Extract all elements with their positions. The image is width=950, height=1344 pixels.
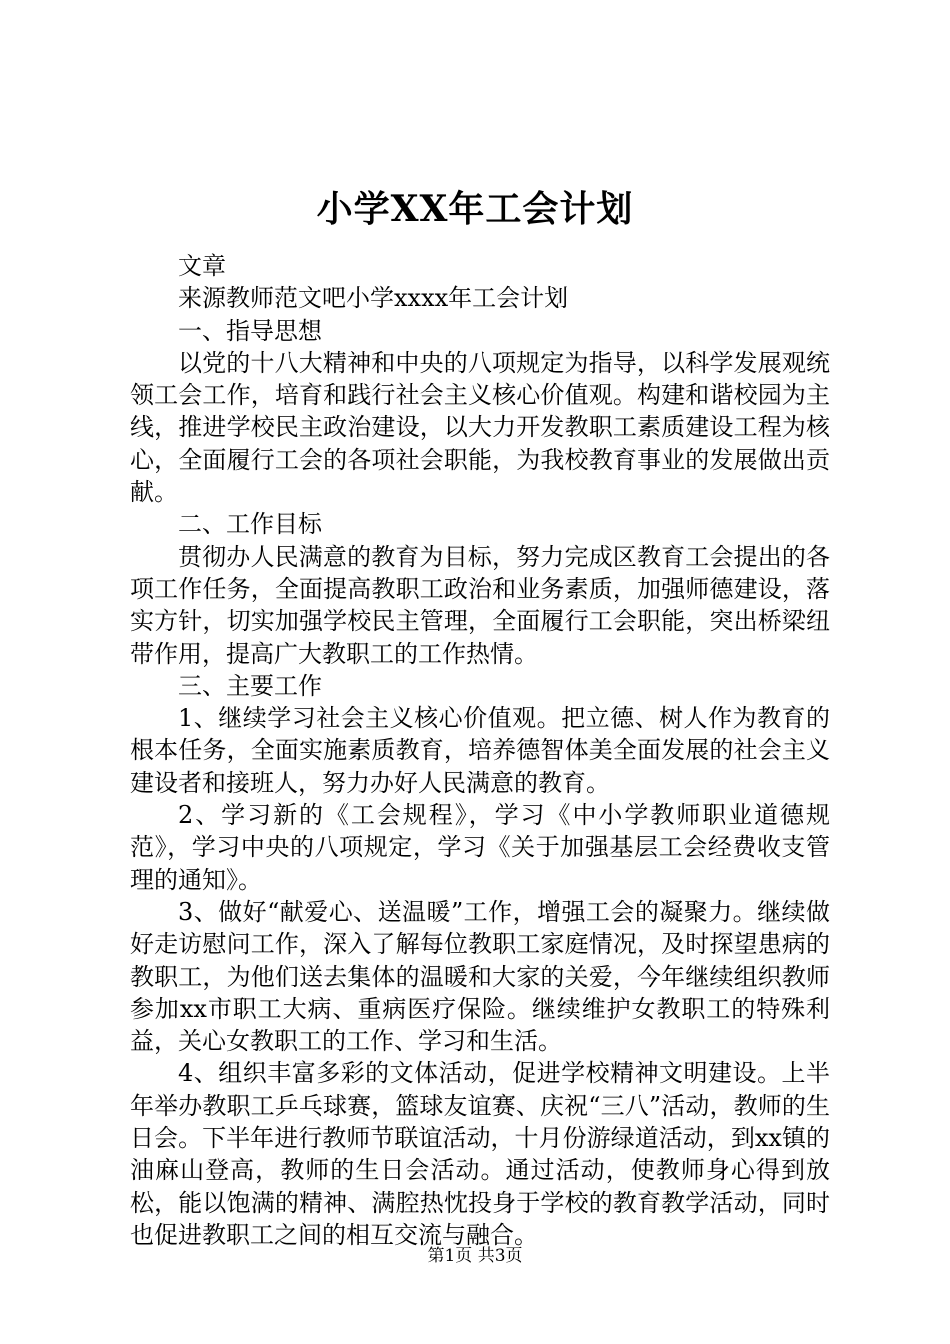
document-body (130, 250, 830, 1251)
heading-work-goals: 二、工作目标 (178, 510, 322, 539)
paragraph-main-work-4: 4、组织丰富多彩的文体活动，促进学校精神文明建设。上半年举办教职工乒乓球赛，篮球友谊赛、庆祝“三八”活动，教师的生日会。下半年进行教师节联谊活动，十月份游绿道活动，到xx镇的油麻山登高，教师的生日会活动。通过活动，使教师身心得到放松，能以饱满的精神、满腔热忱投身于学校的教育教学活动，同时也促进教职工之间的相互交流与融合。 (130, 1059, 830, 1249)
paragraph-main-work-1: 1、继续学习社会主义核心价值观。把立德、树人作为教育的根本任务，全面实施素质教育，培养德智体美全面发展的社会主义建设者和接班人，努力办好人民满意的教育。 (130, 704, 830, 797)
paragraph-main-work-2: 2、学习新的《工会规程》，学习《中小学教师职业道德规范》，学习中央的八项规定，学习《关于加强基层工会经费收支管理的通知》。 (130, 801, 830, 894)
paragraph-article-label: 文章 (178, 252, 226, 280)
paragraph-work-goals: 贯彻办人民满意的教育为目标，努力完成区教育工会提出的各项工作任务，全面提高教职工政治和业务素质，加强师德建设，落实方针，切实加强学校民主管理，全面履行工会职能，突出桥梁纽带作用，提高广大教职工的工作热情。 (130, 542, 830, 668)
page-number: 第1页 共3页 (427, 1246, 523, 1266)
paragraph-source: 来源教师范文吧小学xxxx年工会计划 (178, 284, 569, 313)
heading-guiding-ideology: 一、指导思想 (178, 316, 322, 345)
paragraph-guiding-ideology: 以党的十八大精神和中央的八项规定为指导，以科学发展观统领工会工作，培育和践行社会主义核心价值观。构建和谐校园为主线，推进学校民主政治建设，以大力开发教职工素质建设工程为核心，全面履行工会的各项社会职能，为我校教育事业的发展做出贡献。 (130, 348, 830, 507)
document-title: 小学XX年工会计划 (316, 188, 634, 230)
heading-main-work: 三、主要工作 (178, 671, 322, 700)
paragraph-main-work-3: 3、做好“献爱心、送温暖”工作，增强工会的凝聚力。继续做好走访慰问工作，深入了解每位教职工家庭情况，及时探望患病的教职工，为他们送去集体的温暖和大家的关爱，今年继续组织教师参加xx市职工大病、重病医疗保险。继续维护女教职工的特殊利益，关心女教职工的工作、学习和生活。 (130, 897, 830, 1056)
